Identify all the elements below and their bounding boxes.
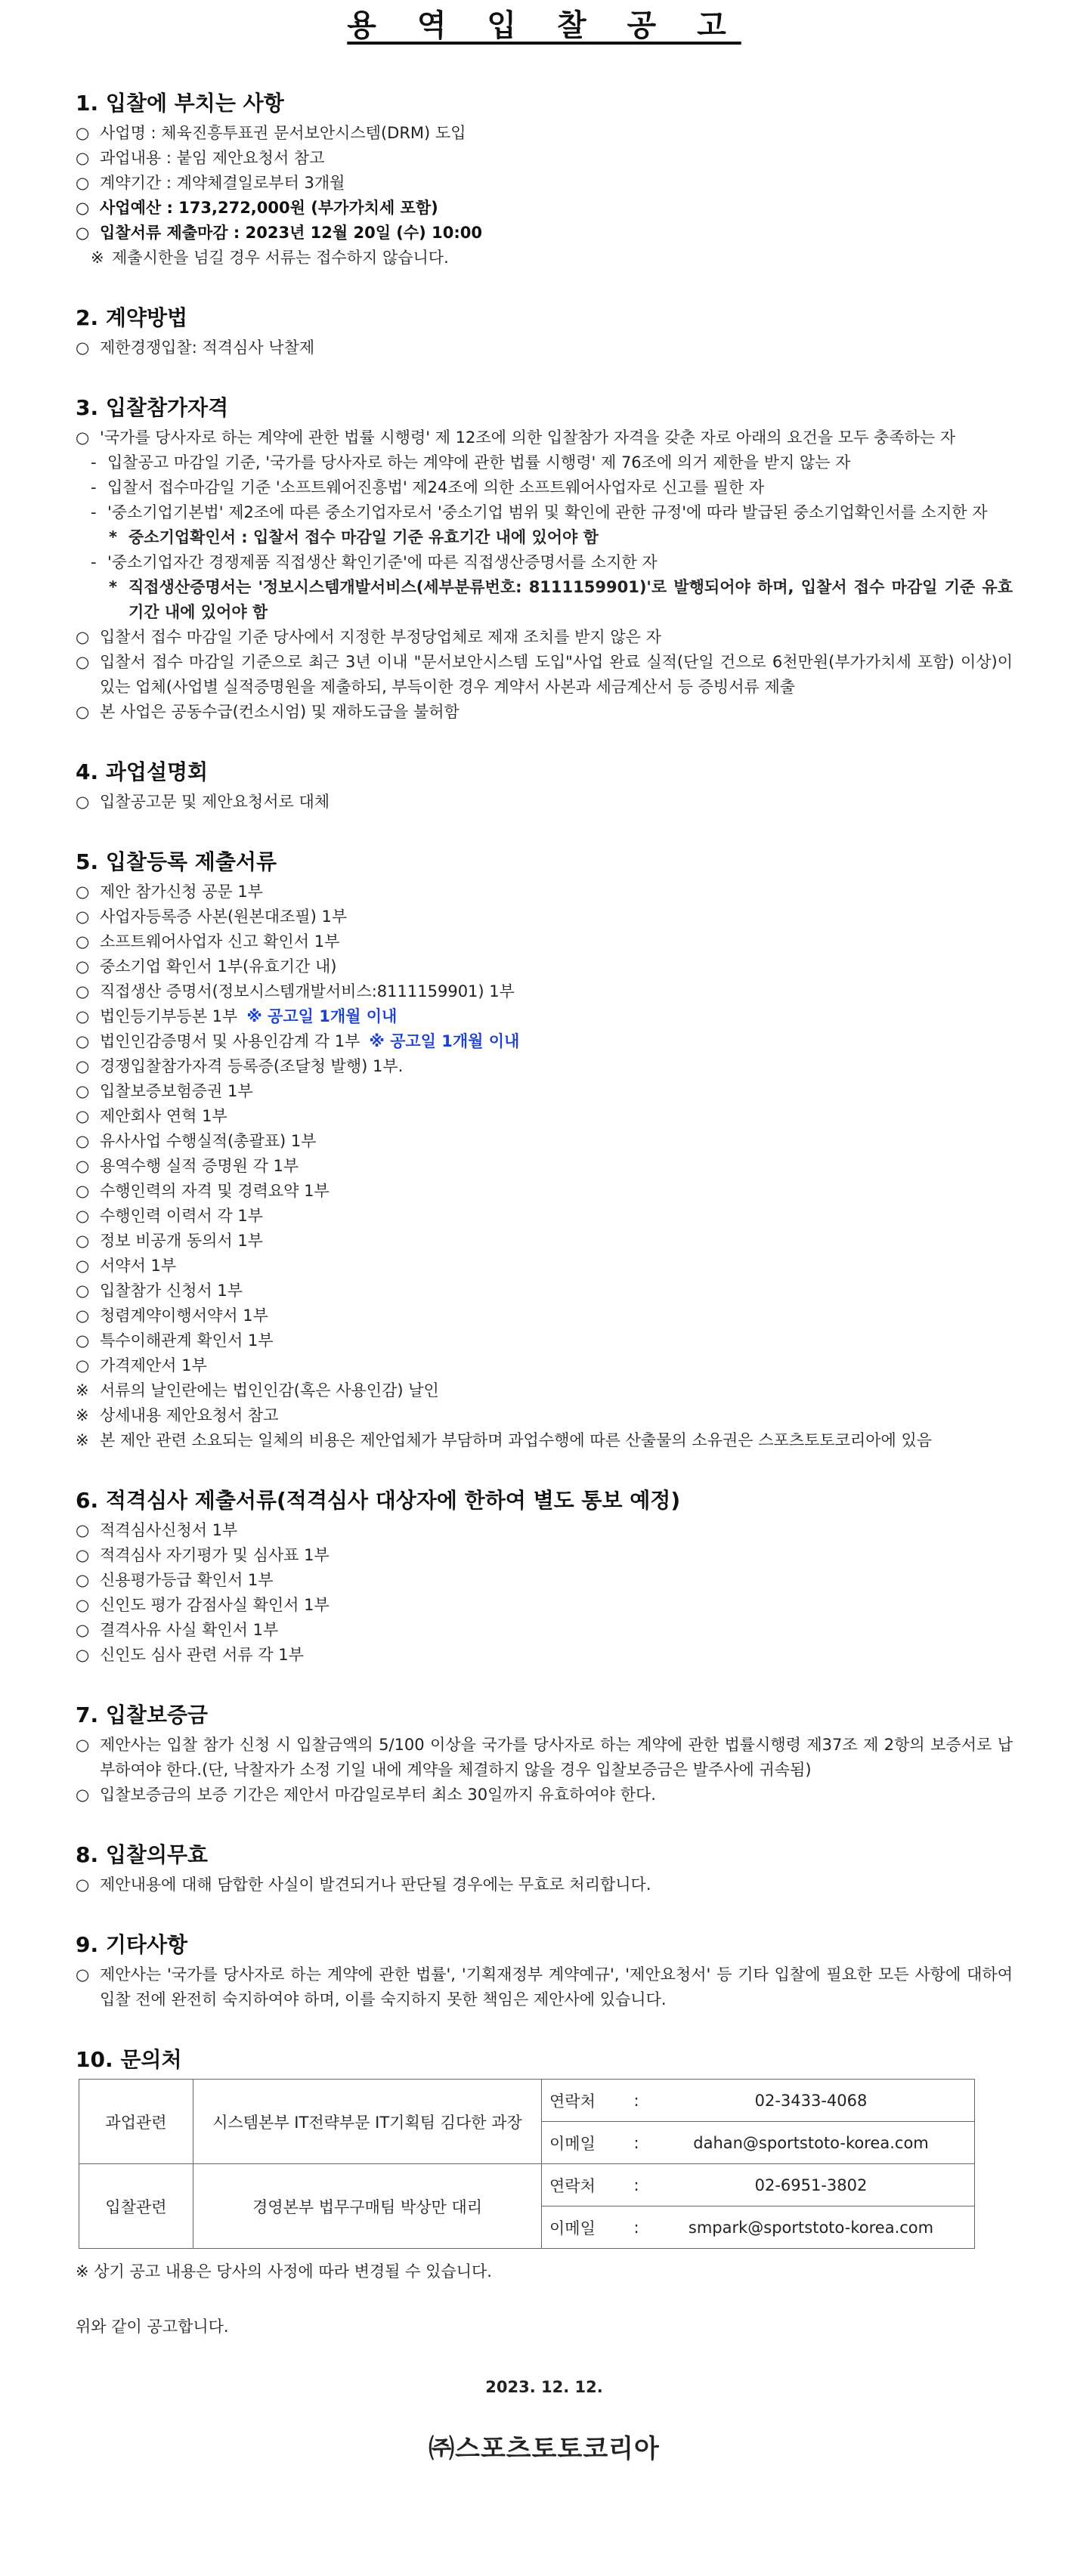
item-text: 법인등기부등본 1부 xyxy=(100,1007,238,1025)
table-row xyxy=(79,2080,975,2122)
list-item: - '중소기업자간 경쟁제품 직접생산 확인기준'에 따른 직접생산증명서를 소지한 자 xyxy=(76,550,1013,575)
section-heading: 6. 적격심사 제출서류(적격심사 대상자에 한하여 별도 통보 예정) xyxy=(76,1488,681,1513)
section-required-documents xyxy=(76,848,1013,1453)
section-qualification-documents xyxy=(76,1486,1013,1668)
reference-mark-icon: ※ xyxy=(76,1381,89,1399)
notice-page xyxy=(76,0,1013,2465)
note-item xyxy=(76,1378,1013,1403)
list-item: ○ 제안사는 입찰 참가 신청 시 입찰금액의 5/100 이상을 국가를 당사자로 하는 계약에 관한 법률시행령 제37조 제 2항의 보증서로 납부하여야 한다.(단, 낙찰자가 소정 기일 내에 계약을 체결하지 않을 경우 입찰보증금은 발주사에 귀속됨) xyxy=(76,1733,1013,1783)
list-item xyxy=(76,1079,1013,1104)
section-contract-method xyxy=(76,304,1013,360)
section-heading: 7. 입찰보증금 xyxy=(76,1702,209,1727)
separator: : xyxy=(625,2122,648,2164)
section-briefing xyxy=(76,758,1013,815)
circle-bullet-icon: ○ xyxy=(76,1786,90,1804)
asterisk-icon: * xyxy=(109,578,117,596)
list-item: ○ 제한경쟁입찰: 적격심사 낙찰제 xyxy=(76,336,1013,360)
circle-bullet-icon: ○ xyxy=(76,1307,90,1325)
item-text: 특수이해관계 확인서 1부 xyxy=(100,1331,274,1350)
circle-bullet-icon: ○ xyxy=(76,982,90,1000)
item-text: 중소기업 확인서 1부(유효기간 내) xyxy=(100,957,337,976)
circle-bullet-icon: ○ xyxy=(76,124,90,142)
list-item: ○ '국가를 당사자로 하는 계약에 관한 법률 시행령' 제 12조에 의한 입찰참가 자격을 갖춘 자로 아래의 요건을 모두 충족하는 자 xyxy=(76,425,1013,450)
section-invalid-bid xyxy=(76,1841,1013,1897)
list-item xyxy=(76,1179,1013,1204)
circle-bullet-icon: ○ xyxy=(76,1157,90,1175)
table-row xyxy=(79,2164,975,2206)
separator: : xyxy=(625,2080,648,2122)
list-item: ○ 입찰서 접수 마감일 기준으로 최근 3년 이내 "문서보안시스템 도입"사업 완료 실적(단일 건으로 6천만원(부가가치세 포함) 이상)이 있는 업체(사업별 실적증명원을 제출하되, 부득이한 경우 계약서 사본과 세금계산서 등 증빙서류 제출 xyxy=(76,650,1013,700)
circle-bullet-icon: ○ xyxy=(76,883,90,901)
company-name: ㈜스포츠토토코리아 xyxy=(429,2434,660,2464)
section-heading: 4. 과업설명회 xyxy=(76,759,209,784)
circle-bullet-icon: ○ xyxy=(76,1207,90,1225)
item-text: 수행인력 이력서 각 1부 xyxy=(100,1207,263,1225)
circle-bullet-icon: ○ xyxy=(76,1007,90,1025)
circle-bullet-icon: ○ xyxy=(76,908,90,926)
list-item: ○ 신인도 평가 감점사실 확인서 1부 xyxy=(76,1593,1013,1618)
item-text: 소프트웨어사업자 신고 확인서 1부 xyxy=(100,932,340,951)
validity-note: ※ 공고일 1개월 이내 xyxy=(369,1032,520,1050)
list-item: - 입찰서 접수마감일 기준 '소프트웨어진흥법' 제24조에 의한 소프트웨어사업자로 신고를 필한 자 xyxy=(76,475,1013,500)
list-item: ○ 적격심사 자기평가 및 심사표 1부 xyxy=(76,1543,1013,1568)
dash-bullet-icon: - xyxy=(91,453,97,472)
item-text: 입찰보증보험증권 1부 xyxy=(100,1082,253,1100)
circle-bullet-icon: ○ xyxy=(76,1232,90,1250)
list-item: ○ 신용평가등급 확인서 1부 xyxy=(76,1568,1013,1593)
circle-bullet-icon: ○ xyxy=(76,199,90,217)
list-item xyxy=(76,1104,1013,1129)
contact-person: 경영본부 법무구매팀 박상만 대리 xyxy=(193,2164,542,2249)
section-bid-items xyxy=(76,89,1013,271)
dash-bullet-icon: - xyxy=(91,503,97,521)
circle-bullet-icon: ○ xyxy=(76,339,90,357)
circle-bullet-icon: ○ xyxy=(76,1356,90,1375)
circle-bullet-icon: ○ xyxy=(76,1331,90,1350)
item-text: 제안 참가신청 공문 1부 xyxy=(100,883,263,901)
list-item xyxy=(76,1054,1013,1079)
email-label: 이메일 xyxy=(542,2122,626,2164)
change-notice: ※ 상기 공고 내용은 당사의 사정에 따라 변경될 수 있습니다. xyxy=(76,2262,492,2281)
list-item xyxy=(76,1254,1013,1279)
circle-bullet-icon: ○ xyxy=(76,1082,90,1100)
note-item: ※ 제출시한을 넘길 경우 서류는 접수하지 않습니다. xyxy=(76,246,1013,271)
contact-category: 과업관련 xyxy=(79,2080,193,2164)
section-heading: 2. 계약방법 xyxy=(76,305,188,330)
circle-bullet-icon: ○ xyxy=(76,703,90,721)
phone-number: 02-6951-3802 xyxy=(648,2164,975,2206)
section-eligibility xyxy=(76,394,1013,725)
email-address: dahan@sportstoto-korea.com xyxy=(648,2122,975,2164)
asterisk-icon: * xyxy=(109,528,117,546)
list-item: ○ 입찰보증금의 보증 기간은 제안서 마감일로부터 최소 30일까지 유효하여야 한다. xyxy=(76,1783,1013,1808)
reference-mark-icon: ※ xyxy=(91,249,104,267)
list-item xyxy=(76,929,1013,954)
contact-table xyxy=(79,2079,975,2249)
circle-bullet-icon: ○ xyxy=(76,1107,90,1125)
item-text: 입찰참가 신청서 1부 xyxy=(100,1282,243,1300)
item-text: 경쟁입찰참가자격 등록증(조달청 발행) 1부. xyxy=(100,1057,404,1075)
section-heading: 5. 입찰등록 제출서류 xyxy=(76,849,277,874)
list-item: ○ 과업내용 : 붙임 제안요청서 참고 xyxy=(76,146,1013,171)
section-heading: 9. 기타사항 xyxy=(76,1932,188,1957)
section-heading: 8. 입찰의무효 xyxy=(76,1842,209,1867)
item-text: 상세내용 제안요청서 참고 xyxy=(100,1406,279,1424)
item-text: 서약서 1부 xyxy=(100,1257,177,1275)
list-item xyxy=(76,1279,1013,1303)
list-item: ○ 결격사유 사실 확인서 1부 xyxy=(76,1618,1013,1643)
item-text: 서류의 날인란에는 법인인감(혹은 사용인감) 날인 xyxy=(100,1381,439,1399)
reference-mark-icon: ※ xyxy=(76,1431,89,1449)
item-text: 사업자등록증 사본(원본대조필) 1부 xyxy=(100,908,348,926)
circle-bullet-icon: ○ xyxy=(76,428,90,447)
section-heading: 1. 입찰에 부치는 사항 xyxy=(76,91,284,116)
circle-bullet-icon: ○ xyxy=(76,1182,90,1200)
circle-bullet-icon: ○ xyxy=(76,1521,90,1539)
list-item: ○ 입찰공고문 및 제안요청서로 대체 xyxy=(76,790,1013,815)
list-item xyxy=(76,905,1013,929)
section-misc xyxy=(76,1931,1013,2012)
circle-bullet-icon: ○ xyxy=(76,793,90,811)
circle-bullet-icon: ○ xyxy=(76,1736,90,1754)
list-item: - '중소기업기본법' 제2조에 따른 중소기업자로서 '중소기업 범위 및 확인에 관한 규정'에 따라 발급된 중소기업확인서를 소지한 자 xyxy=(76,500,1013,525)
separator: : xyxy=(625,2206,648,2249)
list-item: ○ 신인도 심사 관련 서류 각 1부 xyxy=(76,1643,1013,1668)
dash-bullet-icon: - xyxy=(91,553,97,571)
phone-label: 연락처 xyxy=(542,2080,626,2122)
item-text: 정보 비공개 동의서 1부 xyxy=(100,1232,263,1250)
email-label: 이메일 xyxy=(542,2206,626,2249)
circle-bullet-icon: ○ xyxy=(76,932,90,951)
list-item xyxy=(76,1303,1013,1328)
list-item: ○ 본 사업은 공동수급(컨소시엄) 및 재하도급을 불허함 xyxy=(76,700,1013,725)
reference-mark-icon: ※ xyxy=(76,1406,89,1424)
item-text: 법인인감증명서 및 사용인감계 각 1부 xyxy=(100,1032,361,1050)
circle-bullet-icon: ○ xyxy=(76,1876,90,1894)
list-item: ○ 제안내용에 대해 담합한 사실이 발견되거나 판단될 경우에는 무효로 처리합니다. xyxy=(76,1872,1013,1897)
list-item xyxy=(76,1328,1013,1353)
circle-bullet-icon: ○ xyxy=(76,1032,90,1050)
list-item: * 직접생산증명서는 '정보시스템개발서비스(세부분류번호: 8111159901)'로 발행되어야 하며, 입찰서 접수 마감일 기준 유효기간 내에 있어야 함 xyxy=(76,575,1013,625)
list-item xyxy=(76,1353,1013,1378)
item-text: 제안회사 연혁 1부 xyxy=(100,1107,227,1125)
list-item: ○ 적격심사신청서 1부 xyxy=(76,1518,1013,1543)
item-text: 유사사업 수행실적(총괄표) 1부 xyxy=(100,1132,317,1150)
phone-label: 연락처 xyxy=(542,2164,626,2206)
circle-bullet-icon: ○ xyxy=(76,149,90,167)
phone-number: 02-3433-4068 xyxy=(648,2080,975,2122)
documents-list xyxy=(76,880,1013,1453)
list-item: ○ 제안사는 '국가를 당사자로 하는 계약에 관한 법률', '기획재정부 계약예규', '제안요청서' 등 기타 입찰에 필요한 모든 사항에 대하여 입찰 전에 완전히 숙지하여야 하며, 이를 숙지하지 못한 책임은 제안사에 있습니다. xyxy=(76,1962,1013,2012)
list-item: * 중소기업확인서 : 입찰서 접수 마감일 기준 유효기간 내에 있어야 함 xyxy=(76,525,1013,550)
item-text: 직접생산 증명서(정보시스템개발서비스:8111159901) 1부 xyxy=(100,982,515,1000)
contact-category: 입찰관련 xyxy=(79,2164,193,2249)
list-item xyxy=(76,880,1013,905)
item-text: 본 제안 관련 소요되는 일체의 비용은 제안업체가 부담하며 과업수행에 따른 산출물의 소유권은 스포츠토토코리아에 있음 xyxy=(100,1431,933,1449)
circle-bullet-icon: ○ xyxy=(76,1257,90,1275)
separator: : xyxy=(625,2164,648,2206)
circle-bullet-icon: ○ xyxy=(76,628,90,646)
list-item xyxy=(76,1204,1013,1229)
note-item xyxy=(76,1403,1013,1428)
circle-bullet-icon: ○ xyxy=(76,1646,90,1664)
circle-bullet-icon: ○ xyxy=(76,1282,90,1300)
validity-note: ※ 공고일 1개월 이내 xyxy=(246,1007,398,1025)
circle-bullet-icon: ○ xyxy=(76,957,90,976)
circle-bullet-icon: ○ xyxy=(76,1571,90,1589)
page-title: 용 역 입 찰 공 고 xyxy=(347,8,741,43)
circle-bullet-icon: ○ xyxy=(76,653,90,671)
list-item: ○ 계약기간 : 계약체결일로부터 3개월 xyxy=(76,171,1013,196)
section-bid-bond xyxy=(76,1701,1013,1808)
list-item xyxy=(76,1029,1013,1054)
contact-person: 시스템본부 IT전략부문 IT기획팀 김다한 과장 xyxy=(193,2080,542,2164)
list-item xyxy=(76,1229,1013,1254)
circle-bullet-icon: ○ xyxy=(76,1621,90,1639)
circle-bullet-icon: ○ xyxy=(76,1546,90,1564)
list-item xyxy=(76,979,1013,1004)
circle-bullet-icon: ○ xyxy=(76,174,90,192)
list-item: - 입찰공고 마감일 기준, '국가를 당사자로 하는 계약에 관한 법률 시행령' 제 76조에 의거 제한을 받지 않는 자 xyxy=(76,450,1013,475)
circle-bullet-icon: ○ xyxy=(76,1965,90,1984)
item-text: 용역수행 실적 증명원 각 1부 xyxy=(100,1157,299,1175)
item-text: 가격제안서 1부 xyxy=(100,1356,207,1375)
list-item xyxy=(76,954,1013,979)
circle-bullet-icon: ○ xyxy=(76,1132,90,1150)
section-contact xyxy=(76,2046,1013,2284)
section-heading: 10. 문의처 xyxy=(76,2047,182,2072)
list-item: ○ 입찰서 접수 마감일 기준 당사에서 지정한 부정당업체로 제재 조치를 받지 않은 자 xyxy=(76,625,1013,650)
list-item xyxy=(76,1154,1013,1179)
item-text: 수행인력의 자격 및 경력요약 1부 xyxy=(100,1182,330,1200)
dash-bullet-icon: - xyxy=(91,478,97,496)
section-heading: 3. 입찰참가자격 xyxy=(76,395,229,420)
budget-item: ○ 사업예산 : 173,272,000원 (부가가치세 포함) xyxy=(76,196,1013,221)
item-text: 청렴계약이행서약서 1부 xyxy=(100,1307,268,1325)
notice-date: 2023. 12. 12. xyxy=(485,2378,603,2396)
email-address: smpark@sportstoto-korea.com xyxy=(648,2206,975,2249)
closing-statement: 위와 같이 공고합니다. xyxy=(76,2318,229,2336)
circle-bullet-icon: ○ xyxy=(76,224,90,242)
list-item: ○ 사업명 : 체육진흥투표권 문서보안시스템(DRM) 도입 xyxy=(76,121,1013,146)
circle-bullet-icon: ○ xyxy=(76,1057,90,1075)
circle-bullet-icon: ○ xyxy=(76,1596,90,1614)
list-item xyxy=(76,1004,1013,1029)
note-item xyxy=(76,1428,1013,1453)
list-item xyxy=(76,1129,1013,1154)
deadline-item: ○ 입찰서류 제출마감 : 2023년 12월 20일 (수) 10:00 xyxy=(76,221,1013,246)
